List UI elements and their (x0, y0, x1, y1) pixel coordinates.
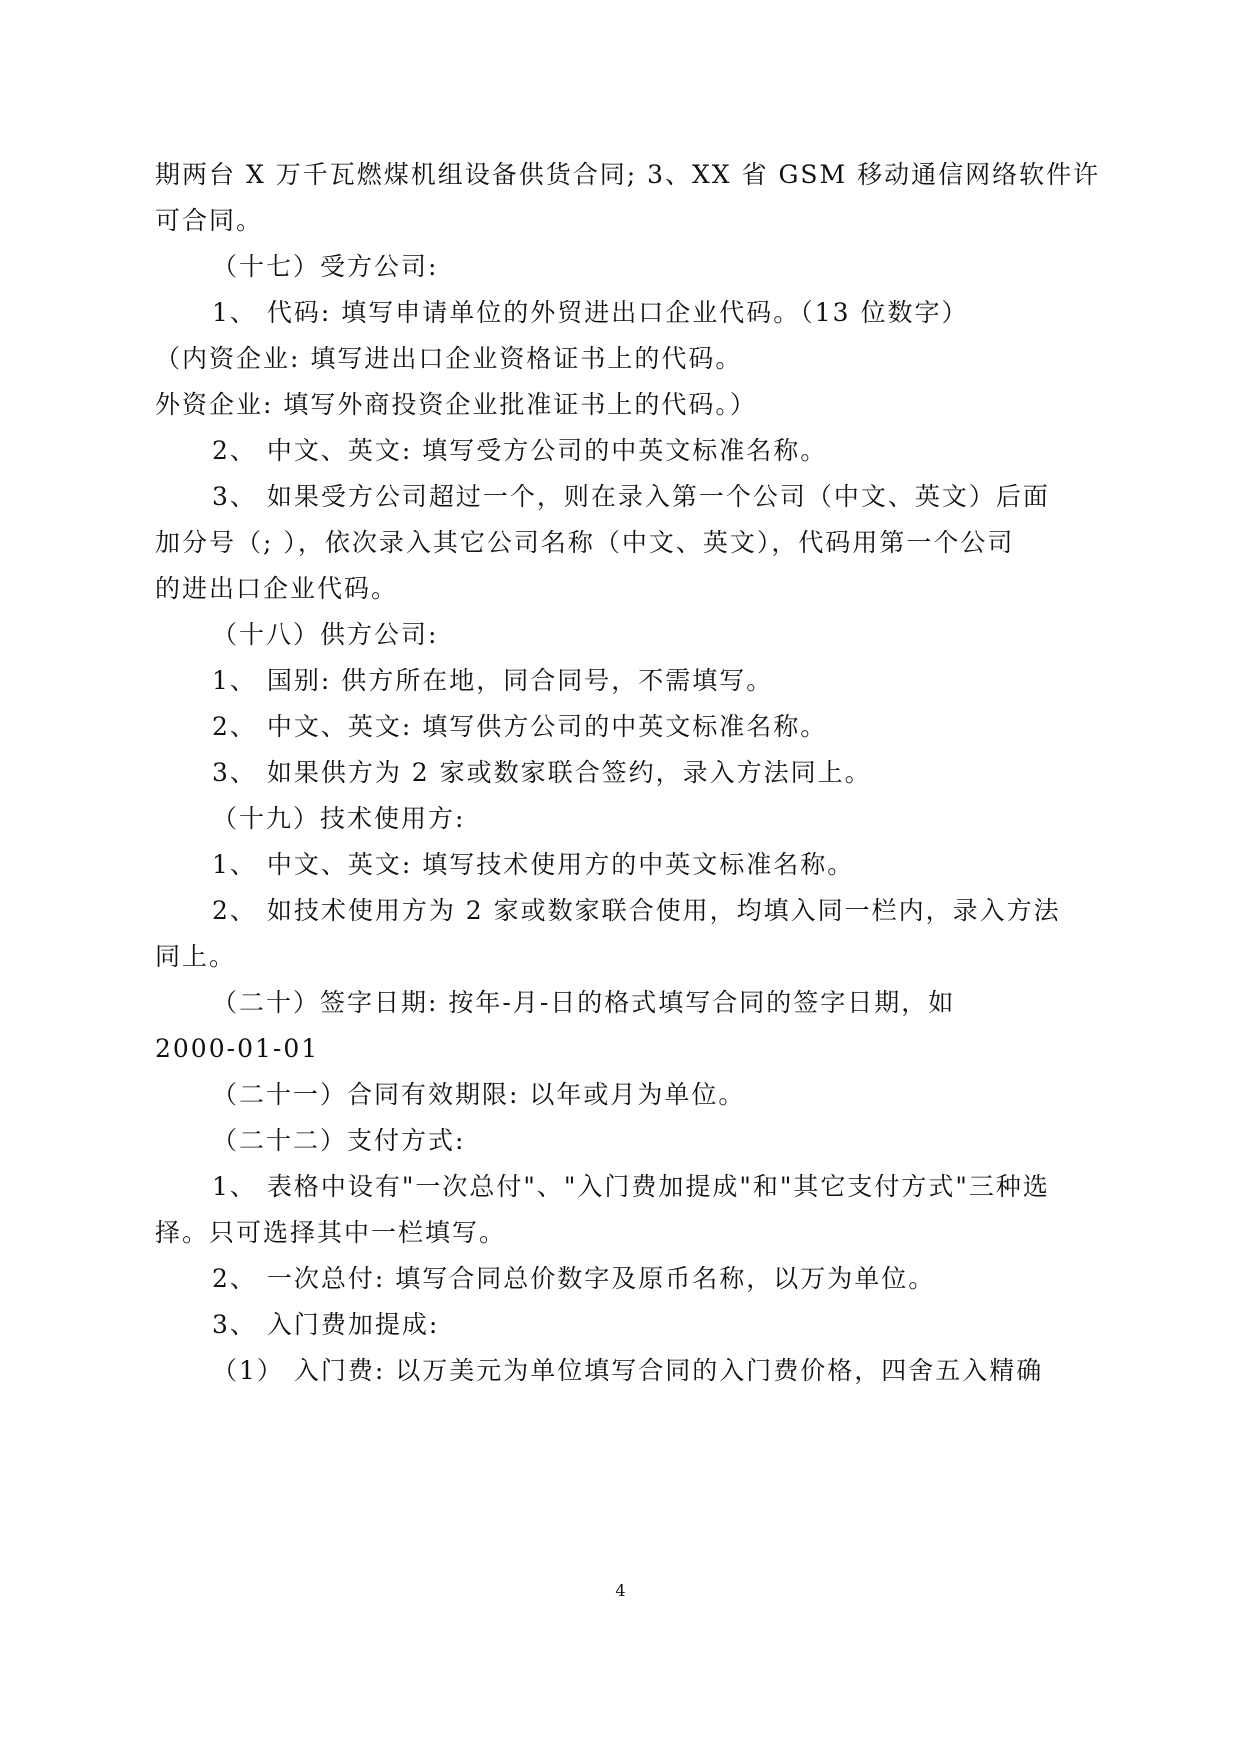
text-line: 2、 中文、英文: 填写受方公司的中英文标准名称。 (212, 436, 828, 465)
text-line: 加分号（; ），依次录入其它公司名称（中文、英文），代码用第一个公司 (155, 528, 1015, 557)
text-line: 择。只可选择其中一栏填写。 (155, 1218, 507, 1247)
section-heading: （二十二）支付方式: (212, 1126, 466, 1155)
text-line: 1、 代码: 填写申请单位的外贸进出口企业代码。（13 位数字） (212, 298, 969, 327)
text-line: 2000-01-01 (155, 1034, 320, 1063)
page-number: 4 (615, 1581, 626, 1600)
text-line: 2、 一次总付: 填写合同总价数字及原币名称，以万为单位。 (212, 1264, 936, 1293)
text-line: 2、 中文、英文: 填写供方公司的中英文标准名称。 (212, 712, 828, 741)
text-line: 外资企业: 填写外商投资企业批准证书上的代码。） (155, 390, 757, 419)
section-heading: （十九）技术使用方: (212, 804, 466, 833)
text-line: 3、 如果受方公司超过一个，则在录入第一个公司（中文、英文）后面 (212, 482, 1050, 511)
text-line: 3、 入门费加提成: (212, 1310, 440, 1339)
section-heading: （十八）供方公司: (212, 620, 439, 649)
text-line: 1、 表格中设有"一次总付"、"入门费加提成"和"其它支付方式"三种选 (212, 1172, 1050, 1201)
section-heading: （二十）签字日期: 按年-月-日的格式填写合同的签字日期，如 (212, 988, 956, 1017)
text-line: （内资企业: 填写进出口企业资格证书上的代码。 (155, 344, 743, 373)
text-line: 1、 中文、英文: 填写技术使用方的中英文标准名称。 (212, 850, 855, 879)
text-line: 同上。 (155, 942, 237, 971)
text-line: （1） 入门费: 以万美元为单位填写合同的入门费价格，四舍五入精确 (212, 1356, 1044, 1385)
text-line: 期两台 X 万千瓦燃煤机组设备供货合同; 3、XX 省 GSM 移动通信网络软件许 (155, 160, 1101, 189)
text-line: 可合同。 (155, 206, 264, 235)
text-line: 的进出口企业代码。 (155, 574, 399, 603)
text-line: 2、 如技术使用方为 2 家或数家联合使用，均填入同一栏内，录入方法 (212, 896, 1061, 925)
section-heading: （十七）受方公司: (212, 252, 439, 281)
text-line: 1、 国别: 供方所在地，同合同号，不需填写。 (212, 666, 774, 695)
text-line: 3、 如果供方为 2 家或数家联合签约，录入方法同上。 (212, 758, 872, 787)
section-heading: （二十一）合同有效期限: 以年或月为单位。 (212, 1080, 746, 1109)
